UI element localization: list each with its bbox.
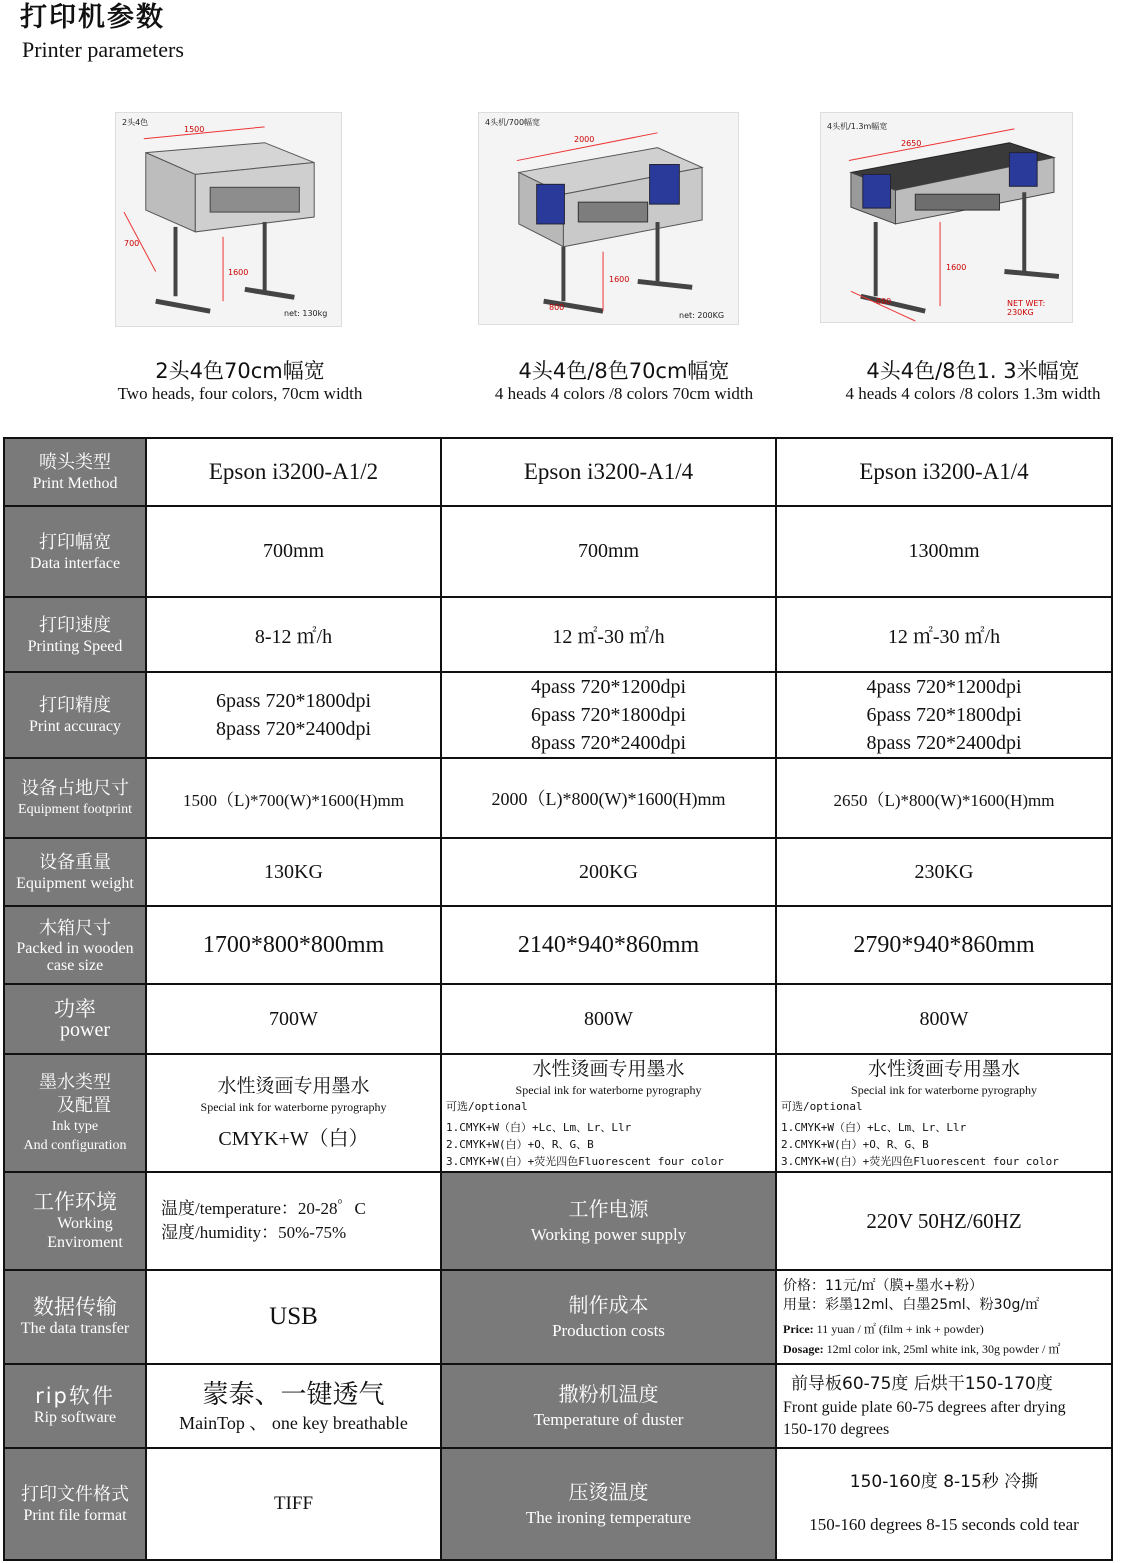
row-power — [4, 984, 1112, 1054]
row-header: 喷头类型 Print Method — [4, 438, 146, 506]
row-data-transfer — [4, 1270, 1112, 1364]
row-header: 木箱尺寸 Packed in wooden case size — [4, 906, 146, 984]
machine-caption-1: 2头4色70cm幅宽 Two heads, four colors, 70cm width — [117, 359, 363, 403]
cell-value: Epson i3200-A1/2 — [146, 438, 441, 506]
cell-value: 前导板60-75度 后烘干150-170度 Front guide plate 60-75 degrees after drying 150-170 degrees — [776, 1364, 1112, 1448]
row-weight — [4, 838, 1112, 906]
cell-value: TIFF — [146, 1448, 441, 1560]
page-title: 打印机参数 — [20, 2, 165, 33]
cell-value: 700mm — [146, 506, 441, 597]
row-ink — [4, 1054, 1112, 1172]
printer-illustration-2: 4头机/700幅宽 2000 800 1600 net: 200KG — [478, 112, 739, 325]
row-header: 工作环境 Working Enviroment — [4, 1172, 146, 1270]
net-weight-label: net: 130kg — [284, 309, 328, 318]
cell-value: 4pass 720*1200dpi 6pass 720*1800dpi 8pass 720*2400dpi — [776, 672, 1112, 758]
cell-value: 800W — [441, 984, 776, 1054]
row-file-format — [4, 1448, 1112, 1560]
cell-value: Epson i3200-A1/4 — [776, 438, 1112, 506]
cell-value: 12 ㎡-30 ㎡/h — [441, 597, 776, 672]
row-header: 打印文件格式 Print file format — [4, 1448, 146, 1560]
row-header: 工作电源 Working power supply — [441, 1172, 776, 1270]
row-print-method — [4, 438, 1112, 506]
row-header: 压烫温度 The ironing temperature — [441, 1448, 776, 1560]
row-header: 设备重量 Equipment weight — [4, 838, 146, 906]
cell-value: 蒙泰、一键透气 MainTop 、 one key breathable — [146, 1364, 441, 1448]
cell-value: 130KG — [146, 838, 441, 906]
row-header: 打印速度 Printing Speed — [4, 597, 146, 672]
cell-value: 800W — [776, 984, 1112, 1054]
cell-value: 1700*800*800mm — [146, 906, 441, 984]
machine-caption-3: 4头4色/8色1. 3米幅宽 4 heads 4 colors /8 colors 1.3m width — [845, 359, 1101, 403]
machine-caption-2: 4头4色/8色70cm幅宽 4 heads 4 colors /8 colors 70cm width — [494, 359, 754, 403]
cell-value: 1500（L)*700(W)*1600(H)mm — [146, 758, 441, 838]
cell-value: 2140*940*860mm — [441, 906, 776, 984]
row-header: 打印精度 Print accuracy — [4, 672, 146, 758]
cell-value: 6pass 720*1800dpi 8pass 720*2400dpi — [146, 672, 441, 758]
row-print-speed — [4, 597, 1112, 672]
spec-table — [3, 437, 1113, 1561]
row-print-width — [4, 506, 1112, 597]
page-heading — [20, 0, 184, 64]
row-header: 撒粉机温度 Temperature of duster — [441, 1364, 776, 1448]
cell-value: 8-12 ㎡/h — [146, 597, 441, 672]
row-case-size — [4, 906, 1112, 984]
row-header: 设备占地尺寸 Equipment footprint — [4, 758, 146, 838]
cell-value: 水性烫画专用墨水 Special ink for waterborne pyrography CMYK+W（白） — [146, 1054, 441, 1172]
row-header: 打印幅宽 Data interface — [4, 506, 146, 597]
cell-value: 700mm — [441, 506, 776, 597]
cell-value: 220V 50HZ/60HZ — [776, 1172, 1112, 1270]
cell-value: USB — [146, 1270, 441, 1364]
row-rip-software — [4, 1364, 1112, 1448]
page-subtitle: Printer parameters — [22, 37, 184, 62]
cell-value: 200KG — [441, 838, 776, 906]
cell-value: 2650（L)*800(W)*1600(H)mm — [776, 758, 1112, 838]
row-header: 数据传输 The data transfer — [4, 1270, 146, 1364]
cell-value: 1300mm — [776, 506, 1112, 597]
cell-value: 水性烫画专用墨水 Special ink for waterborne pyrography 可选/optional 1.CMYK+W（白）+Lc、Lm、Lr、Llr 2.CMYK+W(白）+O、R、G、B 3.CMYK+W(白）+荧光四色Fluorescent four color — [441, 1054, 776, 1172]
printer-illustration-3: 4头机/1.3m幅宽 2650 800 1600 NET WET: 230KG — [820, 112, 1073, 323]
row-environment — [4, 1172, 1112, 1270]
cell-value: 150-160度 8-15秒 冷撕 150-160 degrees 8-15 seconds cold tear — [776, 1448, 1112, 1560]
row-header: 功率 power — [4, 984, 146, 1054]
cell-value: 4pass 720*1200dpi 6pass 720*1800dpi 8pass 720*2400dpi — [441, 672, 776, 758]
cell-value: 价格：11元/㎡（膜+墨水+粉） 用量：彩墨12ml、白墨25ml、粉30g/㎡ Price: 11 yuan / ㎡ (film + ink + powder) Dosage: 12ml color ink, 25ml white ink, 30g powder / ㎡ — [776, 1270, 1112, 1364]
cell-value: 水性烫画专用墨水 Special ink for waterborne pyrography 可选/optional 1.CMYK+W（白）+Lc、Lm、Lr、Llr 2.CMYK+W(白）+O、R、G、B 3.CMYK+W(白）+荧光四色Fluorescent four color — [776, 1054, 1112, 1172]
row-print-accuracy — [4, 672, 1112, 758]
row-header: 墨水类型 及配置 Ink type And configuration — [4, 1054, 146, 1172]
row-header: 制作成本 Production costs — [441, 1270, 776, 1364]
cell-value: 230KG — [776, 838, 1112, 906]
cell-value: 2790*940*860mm — [776, 906, 1112, 984]
cell-value: 温度/temperature：20-28゜C 湿度/humidity：50%-75% — [146, 1172, 441, 1270]
cell-value: 2000（L)*800(W)*1600(H)mm — [441, 758, 776, 838]
picture-tag: 2头4色 — [122, 118, 149, 127]
row-footprint — [4, 758, 1112, 838]
cell-value: Epson i3200-A1/4 — [441, 438, 776, 506]
row-header: rip软件 Rip software — [4, 1364, 146, 1448]
cell-value: 12 ㎡-30 ㎡/h — [776, 597, 1112, 672]
cell-value: 700W — [146, 984, 441, 1054]
printer-illustration-1: 2头4色 1500 700 1600 net: 130kg — [115, 112, 342, 327]
